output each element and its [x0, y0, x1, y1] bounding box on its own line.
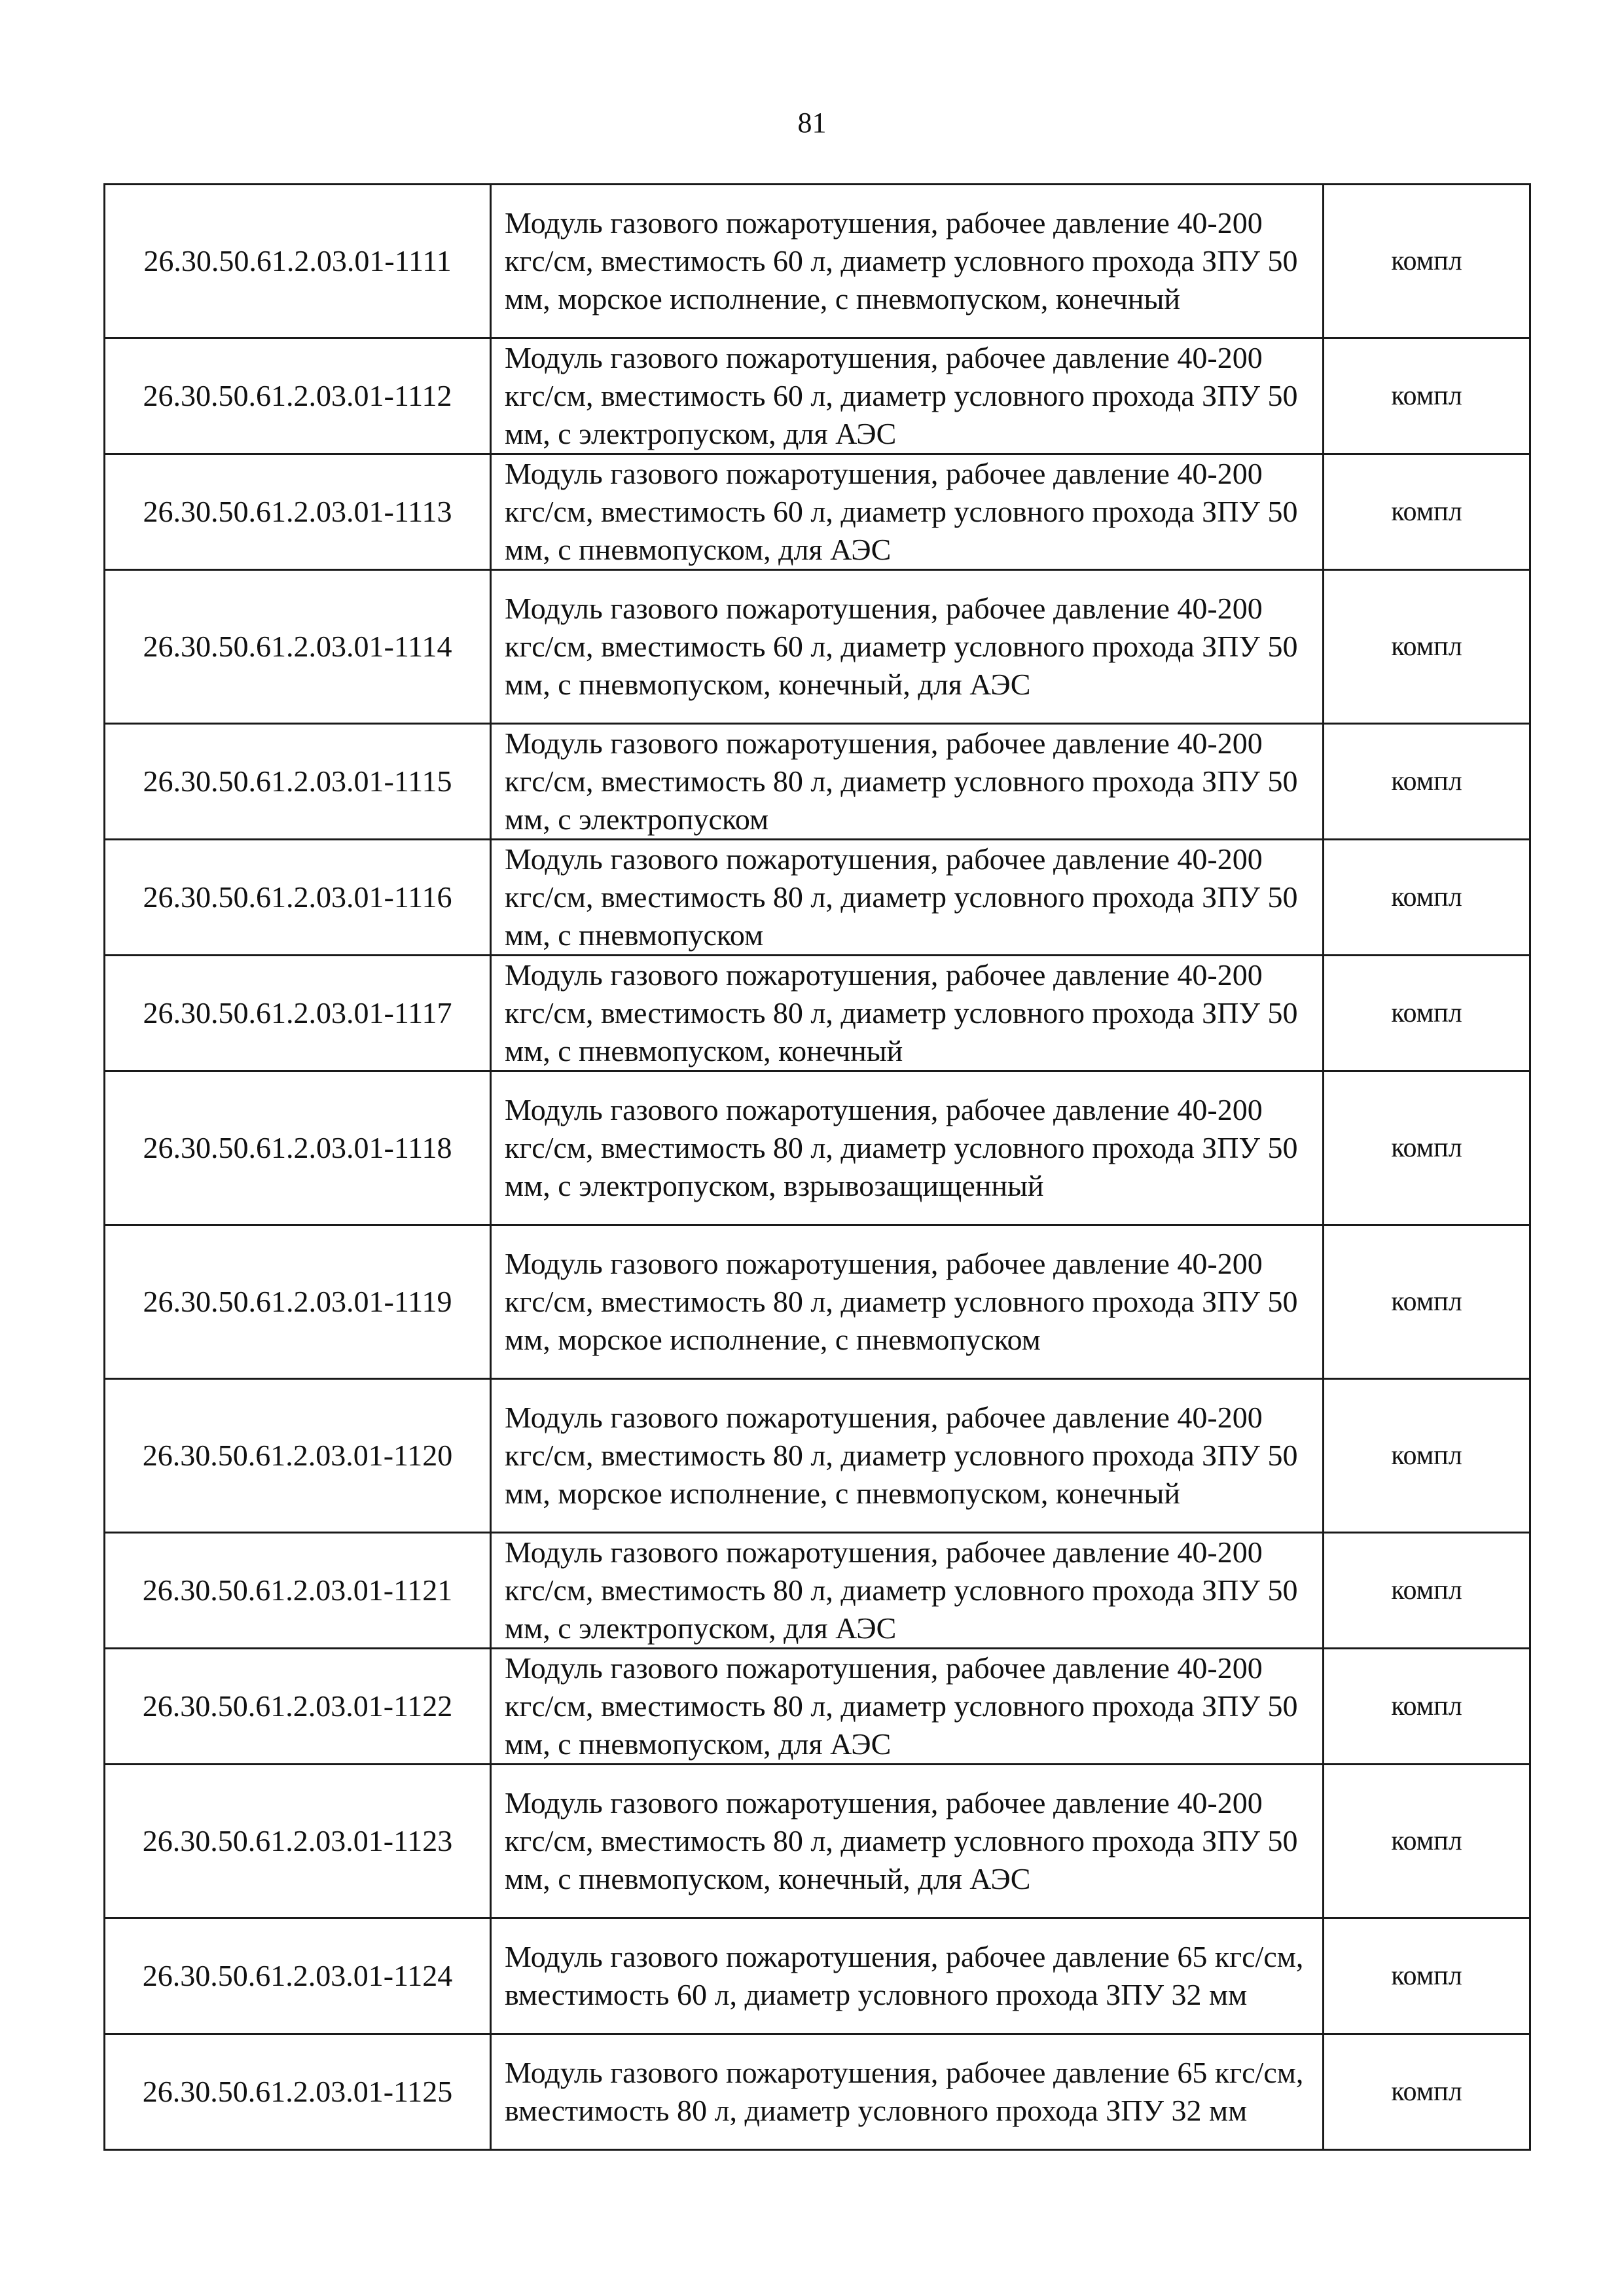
resource-description: Модуль газового пожаротушения, рабочее давление 40-200 кгс/см, вместимость 60 л, диаметр условного прохода ЗПУ 50 мм, с пневмопуском, для АЭС	[491, 454, 1324, 570]
resource-description: Модуль газового пожаротушения, рабочее давление 40-200 кгс/см, вместимость 60 л, диаметр условного прохода ЗПУ 50 мм, морское исполнение, с пневмопуском, конечный	[491, 185, 1324, 338]
table-row	[105, 1649, 1530, 1765]
table-row	[105, 1533, 1530, 1649]
resource-code: 26.30.50.61.2.03.01-1125	[105, 2034, 491, 2150]
unit-of-measure: компл	[1324, 454, 1530, 570]
unit-of-measure: компл	[1324, 1918, 1530, 2034]
resource-code: 26.30.50.61.2.03.01-1117	[105, 956, 491, 1071]
resource-code: 26.30.50.61.2.03.01-1119	[105, 1225, 491, 1379]
resource-description: Модуль газового пожаротушения, рабочее давление 65 кгс/см, вместимость 80 л, диаметр условного прохода ЗПУ 32 мм	[491, 2034, 1324, 2150]
resource-description: Модуль газового пожаротушения, рабочее давление 40-200 кгс/см, вместимость 80 л, диаметр условного прохода ЗПУ 50 мм, с пневмопуском, для АЭС	[491, 1649, 1324, 1765]
resource-code: 26.30.50.61.2.03.01-1112	[105, 338, 491, 454]
resource-description: Модуль газового пожаротушения, рабочее давление 40-200 кгс/см, вместимость 80 л, диаметр условного прохода ЗПУ 50 мм, морское исполнение, с пневмопуском	[491, 1225, 1324, 1379]
unit-of-measure: компл	[1324, 724, 1530, 840]
unit-of-measure: компл	[1324, 185, 1530, 338]
resource-code: 26.30.50.61.2.03.01-1114	[105, 570, 491, 724]
resource-code: 26.30.50.61.2.03.01-1116	[105, 840, 491, 956]
table-row	[105, 1918, 1530, 2034]
table-row	[105, 338, 1530, 454]
unit-of-measure: компл	[1324, 840, 1530, 956]
resource-table	[103, 183, 1531, 2151]
resource-code: 26.30.50.61.2.03.01-1113	[105, 454, 491, 570]
table-row	[105, 1765, 1530, 1918]
resource-table-body	[105, 185, 1530, 2150]
resource-description: Модуль газового пожаротушения, рабочее давление 40-200 кгс/см, вместимость 80 л, диаметр условного прохода ЗПУ 50 мм, с пневмопуском, конечный	[491, 956, 1324, 1071]
table-row	[105, 1379, 1530, 1533]
resource-description: Модуль газового пожаротушения, рабочее давление 40-200 кгс/см, вместимость 80 л, диаметр условного прохода ЗПУ 50 мм, с пневмопуском, конечный, для АЭС	[491, 1765, 1324, 1918]
unit-of-measure: компл	[1324, 1071, 1530, 1225]
resource-description: Модуль газового пожаротушения, рабочее давление 40-200 кгс/см, вместимость 80 л, диаметр условного прохода ЗПУ 50 мм, с электропуском, для АЭС	[491, 1533, 1324, 1649]
resource-description: Модуль газового пожаротушения, рабочее давление 40-200 кгс/см, вместимость 80 л, диаметр условного прохода ЗПУ 50 мм, с пневмопуском	[491, 840, 1324, 956]
table-row	[105, 185, 1530, 338]
resource-code: 26.30.50.61.2.03.01-1120	[105, 1379, 491, 1533]
table-row	[105, 570, 1530, 724]
unit-of-measure: компл	[1324, 2034, 1530, 2150]
unit-of-measure: компл	[1324, 570, 1530, 724]
table-row	[105, 956, 1530, 1071]
table-row	[105, 1225, 1530, 1379]
unit-of-measure: компл	[1324, 956, 1530, 1071]
unit-of-measure: компл	[1324, 338, 1530, 454]
resource-code: 26.30.50.61.2.03.01-1111	[105, 185, 491, 338]
unit-of-measure: компл	[1324, 1379, 1530, 1533]
table-row	[105, 724, 1530, 840]
resource-description: Модуль газового пожаротушения, рабочее давление 40-200 кгс/см, вместимость 60 л, диаметр условного прохода ЗПУ 50 мм, с электропуском, для АЭС	[491, 338, 1324, 454]
resource-description: Модуль газового пожаротушения, рабочее давление 40-200 кгс/см, вместимость 80 л, диаметр условного прохода ЗПУ 50 мм, с электропуском	[491, 724, 1324, 840]
resource-description: Модуль газового пожаротушения, рабочее давление 40-200 кгс/см, вместимость 60 л, диаметр условного прохода ЗПУ 50 мм, с пневмопуском, конечный, для АЭС	[491, 570, 1324, 724]
resource-code: 26.30.50.61.2.03.01-1115	[105, 724, 491, 840]
table-row	[105, 840, 1530, 956]
resource-code: 26.30.50.61.2.03.01-1118	[105, 1071, 491, 1225]
resource-description: Модуль газового пожаротушения, рабочее давление 40-200 кгс/см, вместимость 80 л, диаметр условного прохода ЗПУ 50 мм, с электропуском, взрывозащищенный	[491, 1071, 1324, 1225]
resource-code: 26.30.50.61.2.03.01-1123	[105, 1765, 491, 1918]
resource-code: 26.30.50.61.2.03.01-1124	[105, 1918, 491, 2034]
unit-of-measure: компл	[1324, 1765, 1530, 1918]
resource-code: 26.30.50.61.2.03.01-1122	[105, 1649, 491, 1765]
page-number: 81	[797, 107, 827, 139]
unit-of-measure: компл	[1324, 1533, 1530, 1649]
unit-of-measure: компл	[1324, 1649, 1530, 1765]
table-row	[105, 1071, 1530, 1225]
unit-of-measure: компл	[1324, 1225, 1530, 1379]
table-row	[105, 454, 1530, 570]
resource-description: Модуль газового пожаротушения, рабочее давление 65 кгс/см, вместимость 60 л, диаметр условного прохода ЗПУ 32 мм	[491, 1918, 1324, 2034]
resource-description: Модуль газового пожаротушения, рабочее давление 40-200 кгс/см, вместимость 80 л, диаметр условного прохода ЗПУ 50 мм, морское исполнение, с пневмопуском, конечный	[491, 1379, 1324, 1533]
table-row	[105, 2034, 1530, 2150]
resource-code: 26.30.50.61.2.03.01-1121	[105, 1533, 491, 1649]
